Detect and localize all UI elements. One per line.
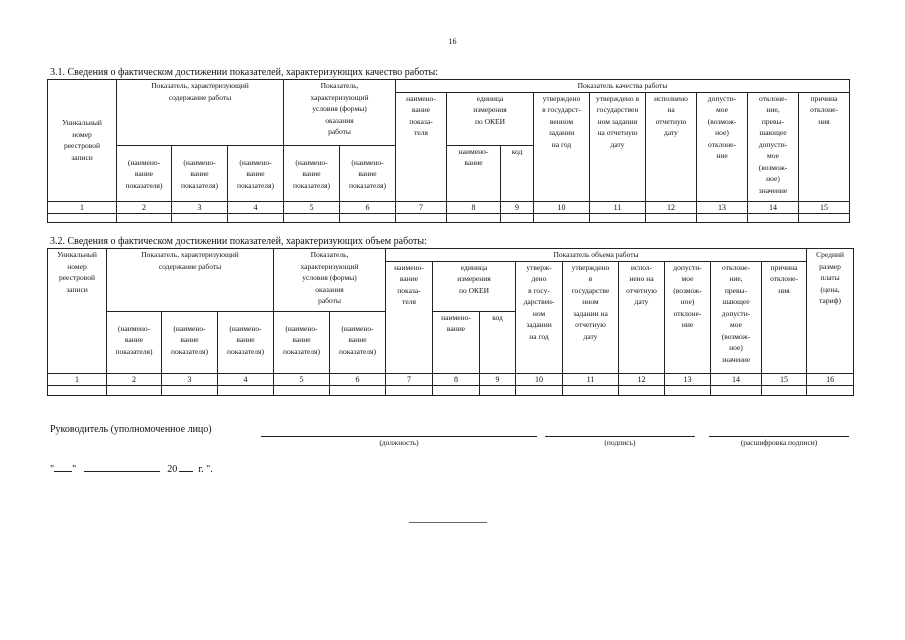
subheader-content-3: (наимено- вание показателя) bbox=[218, 311, 274, 373]
table-row bbox=[48, 385, 854, 395]
subheader-content-1: (наимено- вание показателя) bbox=[117, 145, 172, 201]
empty-cell bbox=[563, 385, 619, 395]
empty-cell bbox=[748, 213, 799, 222]
col-num: 5 bbox=[274, 373, 330, 385]
col-num: 4 bbox=[218, 373, 274, 385]
header-done: испол- нено на отчетную дату bbox=[619, 261, 665, 373]
page-number: 16 bbox=[448, 37, 457, 46]
empty-cell bbox=[534, 213, 590, 222]
quality-table bbox=[47, 79, 850, 223]
header-done: исполнено на отчетную дату bbox=[646, 92, 697, 201]
empty-cell bbox=[396, 213, 447, 222]
section-3-1-title: 3.1. Сведения о фактическом достижении показателей, характеризующих качество работы: bbox=[50, 67, 439, 78]
header-indicator-name: наимено- вание показа- теля bbox=[386, 261, 433, 373]
subheader-content-3: (наимено- вание показателя) bbox=[228, 145, 284, 201]
col-num: 6 bbox=[340, 201, 396, 213]
day-field[interactable] bbox=[54, 462, 72, 472]
volume-table bbox=[47, 248, 854, 396]
col-num: 8 bbox=[433, 373, 480, 385]
empty-cell bbox=[665, 385, 711, 395]
date-suffix: г. ". bbox=[198, 464, 213, 475]
col-num: 1 bbox=[48, 201, 117, 213]
subheader-unit-code: код bbox=[480, 311, 516, 373]
header-exceeding-deviation: отклоне- ние, превы- шающее допусти- мое (возмож- ное) значение bbox=[711, 261, 762, 373]
col-num: 10 bbox=[516, 373, 563, 385]
subheader-conditions-2: (наимено- вание показателя) bbox=[330, 311, 386, 373]
header-volume-indicator: Показатель объема работы bbox=[386, 249, 807, 262]
header-unit: единица измерения по ОКЕИ bbox=[433, 261, 516, 311]
subheader-content-2: (наимено- вание показателя) bbox=[162, 311, 218, 373]
header-allowed-deviation: допусти- мое (возмож- ное) отклоне- ние bbox=[697, 92, 748, 201]
empty-cell bbox=[274, 385, 330, 395]
subheader-conditions-2: (наимено- вание показателя) bbox=[340, 145, 396, 201]
empty-cell bbox=[480, 385, 516, 395]
col-num: 10 bbox=[534, 201, 590, 213]
empty-cell bbox=[697, 213, 748, 222]
subheader-unit-code: код bbox=[501, 145, 534, 201]
col-num: 1 bbox=[48, 373, 107, 385]
col-num: 7 bbox=[386, 373, 433, 385]
col-num: 8 bbox=[447, 201, 501, 213]
table-row bbox=[48, 213, 850, 222]
empty-cell bbox=[330, 385, 386, 395]
signatory-label: Руководитель (уполномоченное лицо) bbox=[50, 424, 212, 435]
empty-cell bbox=[447, 213, 501, 222]
col-num: 14 bbox=[748, 201, 799, 213]
col-num: 5 bbox=[284, 201, 340, 213]
subheader-conditions-1: (наимено- вание показателя) bbox=[274, 311, 330, 373]
header-approved-date: утверждено в государствен ном задании на отчетную дату bbox=[590, 92, 646, 201]
empty-cell bbox=[433, 385, 480, 395]
empty-cell bbox=[340, 213, 396, 222]
date-quote-open: " bbox=[50, 464, 55, 475]
header-deviation-reason: причина отклоне- ния bbox=[762, 261, 807, 373]
empty-cell bbox=[107, 385, 162, 395]
col-num: 13 bbox=[665, 373, 711, 385]
signature-line[interactable] bbox=[545, 436, 695, 437]
col-num: 4 bbox=[228, 201, 284, 213]
decode-caption: (расшифровка подписи) bbox=[740, 438, 818, 447]
header-content: Показатель, характеризующий содержание работы bbox=[117, 80, 284, 146]
header-unit: единица измерения по ОКЕИ bbox=[447, 92, 534, 145]
col-num: 3 bbox=[162, 373, 218, 385]
empty-cell bbox=[48, 213, 117, 222]
header-deviation-reason: причина отклоне- ния bbox=[799, 92, 850, 201]
empty-cell bbox=[48, 385, 107, 395]
subheader-conditions-1: (наимено- вание показателя) bbox=[284, 145, 340, 201]
position-caption: (должность) bbox=[379, 438, 419, 447]
col-num: 6 bbox=[330, 373, 386, 385]
month-field[interactable] bbox=[84, 462, 160, 472]
col-num: 3 bbox=[172, 201, 228, 213]
date-line bbox=[50, 462, 213, 475]
empty-cell bbox=[516, 385, 563, 395]
empty-cell bbox=[711, 385, 762, 395]
empty-cell bbox=[386, 385, 433, 395]
col-num: 15 bbox=[762, 373, 807, 385]
col-num: 15 bbox=[799, 201, 850, 213]
header-exceeding-deviation: отклоне- ние, превы- шающее допусти- мое (возмож- ное) значение bbox=[748, 92, 799, 201]
col-num: 11 bbox=[563, 373, 619, 385]
header-approved-date: утверждено в государстве нном задании на отчетную дату bbox=[563, 261, 619, 373]
empty-cell bbox=[799, 213, 850, 222]
empty-cell bbox=[762, 385, 807, 395]
col-num: 7 bbox=[396, 201, 447, 213]
subheader-content-1: (наимено- вание показателя) bbox=[107, 311, 162, 373]
empty-cell bbox=[646, 213, 697, 222]
header-content: Показатель, характеризующий содержание работы bbox=[107, 249, 274, 312]
col-num: 16 bbox=[807, 373, 854, 385]
header-conditions: Показатель, характеризующий условия (формы) оказания работы bbox=[284, 80, 396, 146]
empty-cell bbox=[117, 213, 172, 222]
footer-divider bbox=[409, 522, 487, 523]
subheader-content-2: (наимено- вание показателя) bbox=[172, 145, 228, 201]
year-field[interactable] bbox=[179, 462, 193, 472]
header-approved-year: утверждено в государст- венном задании на год bbox=[534, 92, 590, 201]
col-num: 11 bbox=[590, 201, 646, 213]
empty-cell bbox=[619, 385, 665, 395]
empty-cell bbox=[501, 213, 534, 222]
empty-cell bbox=[284, 213, 340, 222]
date-quote-close: " bbox=[72, 464, 77, 475]
header-approved-year: утверж- дено в госу- дарствен- ном задании на год bbox=[516, 261, 563, 373]
header-unique-number: Уникальный номер реестровой записи bbox=[48, 249, 107, 374]
subheader-unit-name: наимено- вание bbox=[447, 145, 501, 201]
col-num: 12 bbox=[619, 373, 665, 385]
section-3-2-title: 3.2. Сведения о фактическом достижении показателей, характеризующих объем работы: bbox=[50, 236, 427, 247]
header-indicator-name: наимено- вание показа- теля bbox=[396, 92, 447, 201]
col-num: 9 bbox=[501, 201, 534, 213]
header-allowed-deviation: допусти- мое (возмож- ное) отклоне- ние bbox=[665, 261, 711, 373]
header-unique-number: Уникальный номер реестровой записи bbox=[48, 80, 117, 202]
subheader-unit-name: наимено- вание bbox=[433, 311, 480, 373]
col-num: 14 bbox=[711, 373, 762, 385]
col-num: 13 bbox=[697, 201, 748, 213]
empty-cell bbox=[807, 385, 854, 395]
col-num: 9 bbox=[480, 373, 516, 385]
empty-cell bbox=[162, 385, 218, 395]
col-num: 12 bbox=[646, 201, 697, 213]
header-conditions: Показатель, характеризующий условия (формы) оказания работы bbox=[274, 249, 386, 312]
date-year-prefix: 20 bbox=[167, 464, 178, 475]
col-num: 2 bbox=[107, 373, 162, 385]
empty-cell bbox=[590, 213, 646, 222]
empty-cell bbox=[228, 213, 284, 222]
position-line[interactable] bbox=[261, 436, 537, 437]
header-quality-indicator: Показатель качества работы bbox=[396, 80, 850, 93]
signature-caption: (подпись) bbox=[604, 438, 636, 447]
header-average-price: Средний размер платы (цена, тариф) bbox=[807, 249, 854, 374]
empty-cell bbox=[218, 385, 274, 395]
col-num: 2 bbox=[117, 201, 172, 213]
decode-line[interactable] bbox=[709, 436, 849, 437]
empty-cell bbox=[172, 213, 228, 222]
